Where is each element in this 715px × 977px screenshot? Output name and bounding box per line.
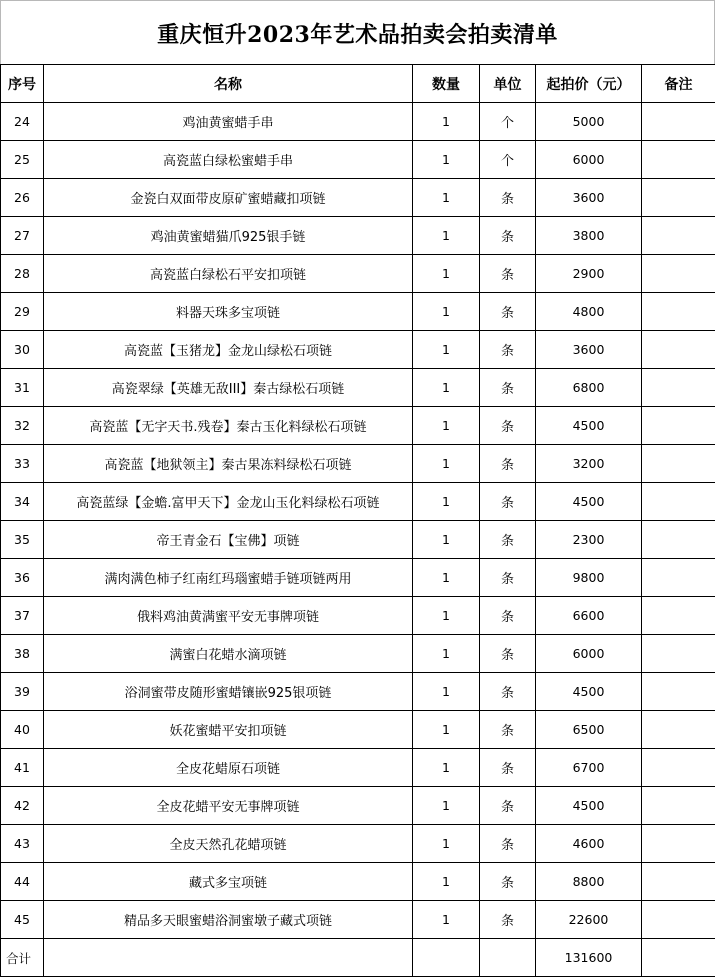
item-name: 满蜜白花蜡水滴项链 [44,635,413,673]
item-name: 满肉满色柿子红南红玛瑙蜜蜡手链项链两用 [44,559,413,597]
item-name: 浴洞蜜带皮随形蜜蜡镶嵌925银项链 [44,673,413,711]
item-name: 高瓷蓝白绿松蜜蜡手串 [44,141,413,179]
item-unit: 条 [480,825,536,863]
item-note [642,901,715,939]
item-starting-price: 3800 [536,217,642,255]
item-unit: 条 [480,179,536,217]
row-number: 33 [1,445,44,483]
table-row [1,673,715,711]
item-note [642,141,715,179]
item-name: 妖花蜜蜡平安扣项链 [44,711,413,749]
table-row [1,635,715,673]
item-quantity: 1 [413,559,480,597]
item-name: 藏式多宝项链 [44,863,413,901]
table-row [1,103,715,141]
row-number: 24 [1,103,44,141]
table-row [1,863,715,901]
row-number: 34 [1,483,44,521]
total-unit-cell [480,939,536,977]
table-row [1,787,715,825]
item-unit: 条 [480,255,536,293]
table-row [1,141,715,179]
row-number: 38 [1,635,44,673]
item-name: 金瓷白双面带皮原矿蜜蜡藏扣项链 [44,179,413,217]
item-quantity: 1 [413,293,480,331]
item-name: 高瓷蓝【地狱领主】秦古果冻料绿松石项链 [44,445,413,483]
row-number: 42 [1,787,44,825]
total-qty-cell [413,939,480,977]
item-quantity: 1 [413,597,480,635]
item-quantity: 1 [413,141,480,179]
item-name: 鸡油黄蜜蜡手串 [44,103,413,141]
item-starting-price: 4600 [536,825,642,863]
item-quantity: 1 [413,711,480,749]
item-quantity: 1 [413,407,480,445]
item-starting-price: 3600 [536,331,642,369]
total-row [1,939,715,977]
item-name: 精品多天眼蜜蜡浴洞蜜墩子藏式项链 [44,901,413,939]
table-row [1,901,715,939]
item-unit: 条 [480,407,536,445]
row-number: 39 [1,673,44,711]
table-row [1,331,715,369]
item-starting-price: 4500 [536,673,642,711]
table-row [1,559,715,597]
table-row [1,179,715,217]
header-qty: 数量 [413,65,480,103]
item-unit: 条 [480,901,536,939]
table-row [1,217,715,255]
item-quantity: 1 [413,825,480,863]
item-unit: 条 [480,483,536,521]
item-note [642,673,715,711]
table-row [1,711,715,749]
header-name: 名称 [44,65,413,103]
item-unit: 条 [480,635,536,673]
item-unit: 条 [480,521,536,559]
item-quantity: 1 [413,331,480,369]
row-number: 32 [1,407,44,445]
item-note [642,331,715,369]
item-unit: 条 [480,749,536,787]
item-starting-price: 4500 [536,407,642,445]
item-name: 鸡油黄蜜蜡猫爪925银手链 [44,217,413,255]
item-quantity: 1 [413,483,480,521]
row-number: 37 [1,597,44,635]
table-row [1,749,715,787]
header-unit: 单位 [480,65,536,103]
item-starting-price: 4500 [536,787,642,825]
item-starting-price: 3600 [536,179,642,217]
header-note: 备注 [642,65,715,103]
table-row [1,369,715,407]
item-unit: 条 [480,787,536,825]
item-unit: 条 [480,711,536,749]
item-quantity: 1 [413,103,480,141]
item-quantity: 1 [413,179,480,217]
item-quantity: 1 [413,255,480,293]
item-unit: 条 [480,863,536,901]
table-row [1,521,715,559]
item-unit: 条 [480,293,536,331]
item-quantity: 1 [413,217,480,255]
item-name: 高瓷蓝【玉猪龙】金龙山绿松石项链 [44,331,413,369]
row-number: 25 [1,141,44,179]
table-row [1,597,715,635]
item-quantity: 1 [413,901,480,939]
item-name: 高瓷蓝绿【金蟾.富甲天下】金龙山玉化料绿松石项链 [44,483,413,521]
item-note [642,369,715,407]
item-quantity: 1 [413,521,480,559]
item-note [642,483,715,521]
item-name: 俄料鸡油黄满蜜平安无事牌项链 [44,597,413,635]
item-name: 全皮花蜡平安无事牌项链 [44,787,413,825]
item-name: 高瓷蓝白绿松石平安扣项链 [44,255,413,293]
table-row [1,407,715,445]
row-number: 36 [1,559,44,597]
item-starting-price: 6000 [536,635,642,673]
table-row [1,293,715,331]
item-starting-price: 2900 [536,255,642,293]
item-unit: 个 [480,103,536,141]
item-starting-price: 6500 [536,711,642,749]
item-name: 全皮花蜡原石项链 [44,749,413,787]
item-name: 高瓷蓝【无字天书.残卷】秦古玉化料绿松石项链 [44,407,413,445]
table-row [1,483,715,521]
item-unit: 条 [480,369,536,407]
item-starting-price: 5000 [536,103,642,141]
item-note [642,407,715,445]
item-starting-price: 3200 [536,445,642,483]
row-number: 26 [1,179,44,217]
table-body [1,103,715,939]
item-unit: 条 [480,217,536,255]
total-name-cell [44,939,413,977]
item-note [642,597,715,635]
item-unit: 个 [480,141,536,179]
item-note [642,445,715,483]
item-note [642,749,715,787]
item-note [642,635,715,673]
item-quantity: 1 [413,863,480,901]
item-name: 帝王青金石【宝佛】项链 [44,521,413,559]
item-note [642,521,715,559]
item-quantity: 1 [413,749,480,787]
page-title: 重庆恒升2023年艺术品拍卖会拍卖清单 [0,0,715,65]
item-note [642,559,715,597]
item-quantity: 1 [413,787,480,825]
item-starting-price: 4500 [536,483,642,521]
total-price: 131600 [536,939,642,977]
item-quantity: 1 [413,369,480,407]
item-starting-price: 6700 [536,749,642,787]
row-number: 40 [1,711,44,749]
item-unit: 条 [480,597,536,635]
item-starting-price: 22600 [536,901,642,939]
item-note [642,787,715,825]
item-starting-price: 4800 [536,293,642,331]
row-number: 41 [1,749,44,787]
row-number: 45 [1,901,44,939]
row-number: 28 [1,255,44,293]
item-unit: 条 [480,559,536,597]
item-starting-price: 2300 [536,521,642,559]
item-unit: 条 [480,673,536,711]
item-starting-price: 6000 [536,141,642,179]
row-number: 30 [1,331,44,369]
item-note [642,179,715,217]
row-number: 44 [1,863,44,901]
total-label: 合计 [1,939,44,977]
item-note [642,863,715,901]
item-note [642,255,715,293]
item-note [642,825,715,863]
item-starting-price: 9800 [536,559,642,597]
header-no: 序号 [1,65,44,103]
item-note [642,103,715,141]
table-row [1,825,715,863]
item-starting-price: 8800 [536,863,642,901]
item-name: 高瓷翠绿【英雄无敌III】秦古绿松石项链 [44,369,413,407]
item-note [642,217,715,255]
item-unit: 条 [480,331,536,369]
item-quantity: 1 [413,673,480,711]
item-name: 全皮天然孔花蜡项链 [44,825,413,863]
table-row [1,255,715,293]
header-price: 起拍价（元） [536,65,642,103]
auction-list-table [0,64,715,977]
row-number: 29 [1,293,44,331]
row-number: 35 [1,521,44,559]
table-header-row [1,65,715,103]
item-note [642,293,715,331]
item-note [642,711,715,749]
item-starting-price: 6600 [536,597,642,635]
item-name: 料器天珠多宝项链 [44,293,413,331]
item-starting-price: 6800 [536,369,642,407]
total-note-cell [642,939,715,977]
row-number: 31 [1,369,44,407]
item-quantity: 1 [413,635,480,673]
item-quantity: 1 [413,445,480,483]
table-row [1,445,715,483]
row-number: 43 [1,825,44,863]
row-number: 27 [1,217,44,255]
item-unit: 条 [480,445,536,483]
